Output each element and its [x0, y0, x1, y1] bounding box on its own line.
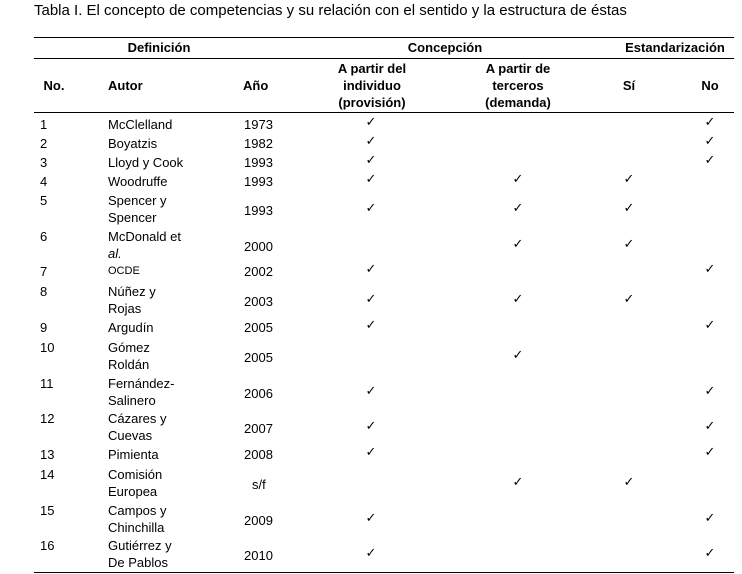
- check-icon: ✓: [365, 545, 377, 560]
- row-autor: [108, 537, 172, 571]
- check-icon: ✓: [512, 291, 524, 306]
- row-no: 5: [40, 193, 48, 208]
- row-anio: 2003: [244, 294, 273, 309]
- check-icon: ✓: [365, 261, 377, 276]
- row-anio: 1982: [244, 136, 273, 151]
- row-autor: [108, 502, 167, 536]
- row-autor-line: Cázares y: [108, 411, 167, 426]
- check-icon: ✓: [365, 509, 377, 525]
- row-autor: [108, 192, 167, 226]
- group-header-definicion: Definición: [127, 40, 191, 55]
- col-header-terceros-line-1: A partir de: [485, 61, 551, 76]
- check-icon: ✓: [704, 152, 716, 167]
- row-no: 7: [40, 264, 48, 279]
- check-icon: ✓: [365, 418, 377, 433]
- row-autor-line: Europea: [108, 484, 158, 499]
- row-autor-line: Spencer y: [108, 193, 167, 208]
- row-autor-line: OCDE: [108, 265, 140, 277]
- check-icon: ✓: [365, 382, 377, 398]
- row-anio: 2007: [244, 421, 273, 436]
- row-anio: s/f: [252, 477, 266, 492]
- check-icon: ✓: [512, 171, 524, 186]
- check-icon: ✓: [704, 545, 716, 560]
- col-header-terceros: [463, 60, 573, 111]
- row-anio: 2005: [244, 350, 273, 365]
- row-anio: 2005: [244, 320, 273, 335]
- check-icon: ✓: [704, 382, 716, 398]
- row-autor: [108, 135, 157, 152]
- check-icon: ✓: [704, 444, 716, 459]
- row-autor: [108, 410, 167, 444]
- row-no: 3: [40, 155, 48, 170]
- row-autor-line: Pimienta: [108, 447, 159, 462]
- row-autor-line: McClelland: [108, 117, 173, 132]
- row-no: 13: [40, 447, 55, 462]
- col-header-no: No.: [43, 78, 65, 93]
- row-anio: 2009: [244, 512, 273, 528]
- check-icon: ✓: [704, 114, 716, 129]
- row-autor: [108, 154, 183, 171]
- check-icon: ✓: [704, 317, 716, 332]
- row-autor: [108, 466, 162, 500]
- row-autor-line: Boyatzis: [108, 136, 158, 151]
- row-autor-line: Spencer: [108, 210, 157, 225]
- row-autor-line: Lloyd y Cook: [108, 155, 184, 170]
- top-rule: [34, 37, 734, 38]
- check-icon: ✓: [365, 317, 377, 332]
- row-autor-line: Salinero: [108, 393, 156, 408]
- row-autor: [108, 375, 174, 409]
- row-anio: 2010: [244, 548, 273, 563]
- row-autor: [108, 116, 172, 133]
- check-icon: ✓: [365, 171, 377, 186]
- row-no: 15: [40, 503, 55, 518]
- check-icon: ✓: [365, 114, 377, 129]
- check-icon: ✓: [512, 474, 524, 489]
- row-autor-line: Argudín: [108, 320, 154, 335]
- row-anio: 1993: [244, 174, 273, 189]
- row-no: 6: [40, 229, 48, 244]
- row-autor-line: Woodruffe: [108, 174, 168, 189]
- row-autor-line: Rojas: [108, 301, 142, 316]
- check-icon: ✓: [365, 200, 377, 215]
- row-no: 12: [40, 411, 55, 426]
- group-header-estandarizacion: Estandarización: [625, 40, 725, 55]
- col-header-terceros-line-2: terceros: [492, 78, 544, 93]
- row-no: 10: [40, 340, 55, 355]
- col-header-autor: Autor: [108, 78, 143, 93]
- check-icon: ✓: [623, 235, 635, 251]
- check-icon: ✓: [512, 200, 524, 215]
- row-no: 2: [40, 136, 48, 151]
- check-icon: ✓: [623, 171, 635, 186]
- row-anio: 2008: [244, 447, 273, 462]
- check-icon: ✓: [623, 291, 635, 306]
- table-caption: Tabla I. El concepto de competencias y su relación con el sentido y la estructura de éstas: [34, 2, 627, 19]
- row-autor: [108, 446, 159, 463]
- row-autor-line: Chinchilla: [108, 520, 165, 535]
- row-autor: [108, 283, 156, 317]
- header-rule: [34, 112, 734, 113]
- col-header-anio: Año: [243, 78, 269, 93]
- check-icon: ✓: [704, 133, 716, 148]
- row-anio: 2002: [244, 264, 273, 279]
- check-icon: ✓: [365, 133, 377, 148]
- row-no: 16: [40, 538, 55, 553]
- row-autor: [108, 228, 181, 262]
- row-anio: 2006: [244, 385, 273, 401]
- col-header-individuo-line-1: A partir del: [337, 61, 407, 76]
- row-autor-line: Cuevas: [108, 428, 153, 443]
- row-autor-line: Gutiérrez y: [108, 538, 172, 553]
- row-autor: [108, 263, 140, 280]
- check-icon: ✓: [512, 235, 524, 251]
- check-icon: ✓: [704, 261, 716, 276]
- row-autor-line: Núñez y: [108, 284, 156, 299]
- row-no: 14: [40, 467, 55, 482]
- row-no: 9: [40, 320, 48, 335]
- row-anio: 1973: [244, 117, 273, 132]
- row-autor-line: Gómez: [108, 340, 150, 355]
- row-autor-line: Roldán: [108, 357, 150, 372]
- row-autor-line: al.: [108, 246, 122, 261]
- check-icon: ✓: [365, 152, 377, 167]
- row-autor-line: Comisión: [108, 467, 163, 482]
- col-header-individuo-line-3: (provisión): [338, 95, 406, 110]
- check-icon: ✓: [365, 444, 377, 459]
- row-autor-line: McDonald et: [108, 229, 181, 244]
- row-autor-line: De Pablos: [108, 555, 168, 570]
- row-anio: 1993: [244, 203, 273, 218]
- row-anio: 1993: [244, 155, 273, 170]
- row-autor-line: Campos y: [108, 503, 167, 518]
- col-header-si: Sí: [622, 78, 636, 93]
- check-icon: ✓: [365, 291, 377, 306]
- row-no: 8: [40, 284, 48, 299]
- bottom-rule: [34, 572, 734, 573]
- check-icon: ✓: [623, 200, 635, 215]
- col-header-individuo: [317, 60, 427, 111]
- check-icon: ✓: [704, 418, 716, 433]
- row-autor: [108, 339, 150, 373]
- row-autor: [108, 173, 168, 190]
- group-rule: [34, 58, 734, 59]
- check-icon: ✓: [512, 347, 524, 362]
- col-header-terceros-line-3: (demanda): [485, 95, 551, 110]
- row-no: 11: [40, 376, 54, 391]
- row-autor: [108, 319, 154, 336]
- row-autor-line: Fernández-: [108, 376, 175, 391]
- check-icon: ✓: [704, 509, 716, 525]
- row-anio: 2000: [244, 238, 273, 254]
- check-icon: ✓: [623, 474, 635, 489]
- row-no: 1: [40, 117, 48, 132]
- row-no: 4: [40, 174, 48, 189]
- col-header-no-std: No: [701, 78, 719, 93]
- group-header-concepcion: Concepción: [407, 40, 483, 55]
- col-header-individuo-line-2: individuo: [343, 78, 401, 93]
